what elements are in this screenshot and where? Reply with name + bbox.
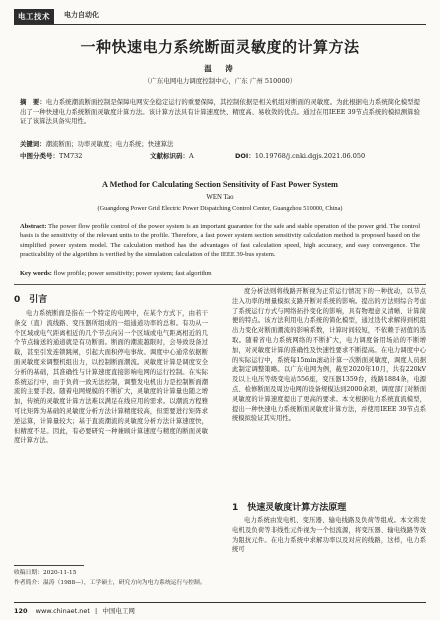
abstract-cn: [20, 98, 420, 127]
footer-separator: |: [95, 607, 98, 615]
section-1-text: 电力系统由发电机、变压器、输电线路及负荷等组成。本文将发电机及负荷等非线性元件视为一个恒流源，将变压器、输电线路等效为阻抗元件。在电力系统中求解功率以及对应的线路，这样，电力系统可: [232, 517, 426, 554]
paper-title-cn: 一种快速电力系统断面灵敏度的计算方法: [80, 38, 360, 56]
affiliation-cn: （广东电网电力调度控制中心，广东 广州 510000）: [143, 77, 297, 85]
abstract-en: [20, 222, 420, 260]
keywords-en-text: flow profile; power sensitivity; power system; fast algorithm: [53, 270, 212, 277]
footer-site: www.chinaet.net: [35, 607, 90, 615]
paper-title-en: A Method for Calculating Section Sensitivity of Fast Power System: [102, 180, 338, 189]
page-footer: [14, 606, 135, 615]
body-right-column: 度分析法则将线路开断视为正常运行情况下的一种扰动，以节点注入功率的增量模拟支路开断对系统的影响。提出的方法则综合考虑了系统运行方式与网络拓扑变化的影响，具有物理意义清晰、计算简便的特点。该方法利用电力系统的简化模型，通过迭代求解得到机组出力变化对断面潮流的影响系数，计算时间较短，不依赖于初值的选取。随着省电力系统网络的不断扩大，电力调度备用场站的不断增加，对灵敏度计算的准确性及快速性要求不断提高。在电力调度中心的实际运行中，系统每15min滚动计算一次断面灵敏度，调度人员据此制定调整策略。以广东电网为例，截至2020年10月，共有220kV及以上电压等级变电站556座，变压器1359台，线路1884条，电源点、检修断面及周边电网的设备规模达到2000余项，调度部门对断面灵敏度的计算速度提出了更高的要求。本文根据电力系统直流模型，提出一种快速电力系统断面灵敏度计算方法，并使用IEEE 39节点系统模拟验证其实用性。: [232, 288, 426, 423]
abstract-en-text: The power flow profile control of the power system is an important guarantee for the safe and stable operation of the power grid. The control basis is the sensitivity of the relevant units to the profile. Therefore, a fast power system section sensitivity calculation method is proposed based on the simplified power system model. The calculation method has the advantages of fast calculation speed, high accuracy, and easy convergence. The practicability of the algorithm is verified by the simulation calculation of the IEEE 39-bus system.: [20, 223, 420, 259]
classification-row: [20, 152, 420, 162]
header-rule: [14, 24, 426, 25]
body-left-column: 电力系统断面是指在一个特定的电网中，在某个方式下，由若干条交（直）流线路、变压器所组成的一组通道功率的总和。有功从一个区域或电气距离相近的几个节点向另一个区域或电气距离相近的几个节点输送的通道就是有功断面。断面的潮流越限时，会导致设备过载，甚至引发连锁跳闸，引起大面积停电事故。调度中心通常依据断面灵敏度来调整机组出力，以控制断面潮流。灵敏度计算是调度安全分析的基础，其准确性与计算速度直接影响电网的运行控制。在实际系统运行中，由于负荷一致无法控制，调整发电机出力是控制断面潮流的主要手段。随着电网规模的不断扩大，灵敏度的计算量也随之增加，传统的灵敏度计算方法难以满足在线应用的需求。以潮流方程雅可比矩阵为基础的灵敏度分析方法计算精度较高，但需要进行矩阵求逆运算，计算量较大；基于直流潮流的灵敏度分析方法计算速度快，但精度不足。因此，有必要研究一种兼顾计算速度与精度的断面灵敏度计算方法。: [14, 310, 208, 445]
abstract-cn-text: 电力系统潮流断面控制是保障电网安全稳定运行的重要保障，其控制依据是相关机组对断面的灵敏度。为此根据电力系统简化模型提出了一种快速电力系统断面灵敏度计算方法。该计算方法具有计算速度快、精度高、易收敛的优点。通过在用IEEE 39节点系统的模拟测算验证了该算法具备实用性。: [20, 98, 420, 126]
footer-rule: [14, 602, 426, 603]
footer-journal: 中国电工网: [102, 607, 135, 615]
footnote-received: 收稿日期：2020-11-15: [14, 570, 77, 576]
clc-field: 中图分类号：TM732: [20, 152, 83, 160]
keywords-cn-label: 关键词：: [20, 140, 46, 148]
keywords-en-label: Key words:: [20, 270, 52, 277]
abstract-cn-label: 摘 要：: [20, 98, 46, 106]
doi-field: DOI：10.19768/j.cnki.dgjs.2021.06.050: [235, 152, 366, 160]
footnote-author: 作者简介：温涛（1988—），工学硕士，研究方向为电力系统运行与控制。: [14, 580, 206, 586]
affiliation-en: (Guangdong Power Grid Electric Power Dispatching Control Center, Guangzhou 510000, China): [97, 205, 343, 212]
journal-column-name: 电力自动化: [64, 11, 99, 19]
keywords-en: [20, 270, 420, 277]
page-number: 120: [14, 607, 28, 615]
section-0-heading: 0 引言: [14, 295, 48, 305]
section-divider: [14, 284, 426, 285]
section-tag: 电工技术: [14, 9, 54, 24]
keywords-cn-text: 潮流断面；功率灵敏度；电力系统；快速算法: [45, 140, 174, 148]
author-cn: 温 涛: [204, 64, 236, 73]
running-header: [14, 9, 426, 23]
author-en: WEN Tao: [206, 194, 234, 201]
abstract-en-label: Abstract:: [20, 223, 47, 230]
doc-code-field: 文献标识码：A: [150, 152, 194, 160]
keywords-cn: [20, 140, 420, 150]
footnote-rule: [14, 565, 84, 566]
section-1-heading: 1 快速灵敏度计算方法原理: [232, 503, 347, 513]
